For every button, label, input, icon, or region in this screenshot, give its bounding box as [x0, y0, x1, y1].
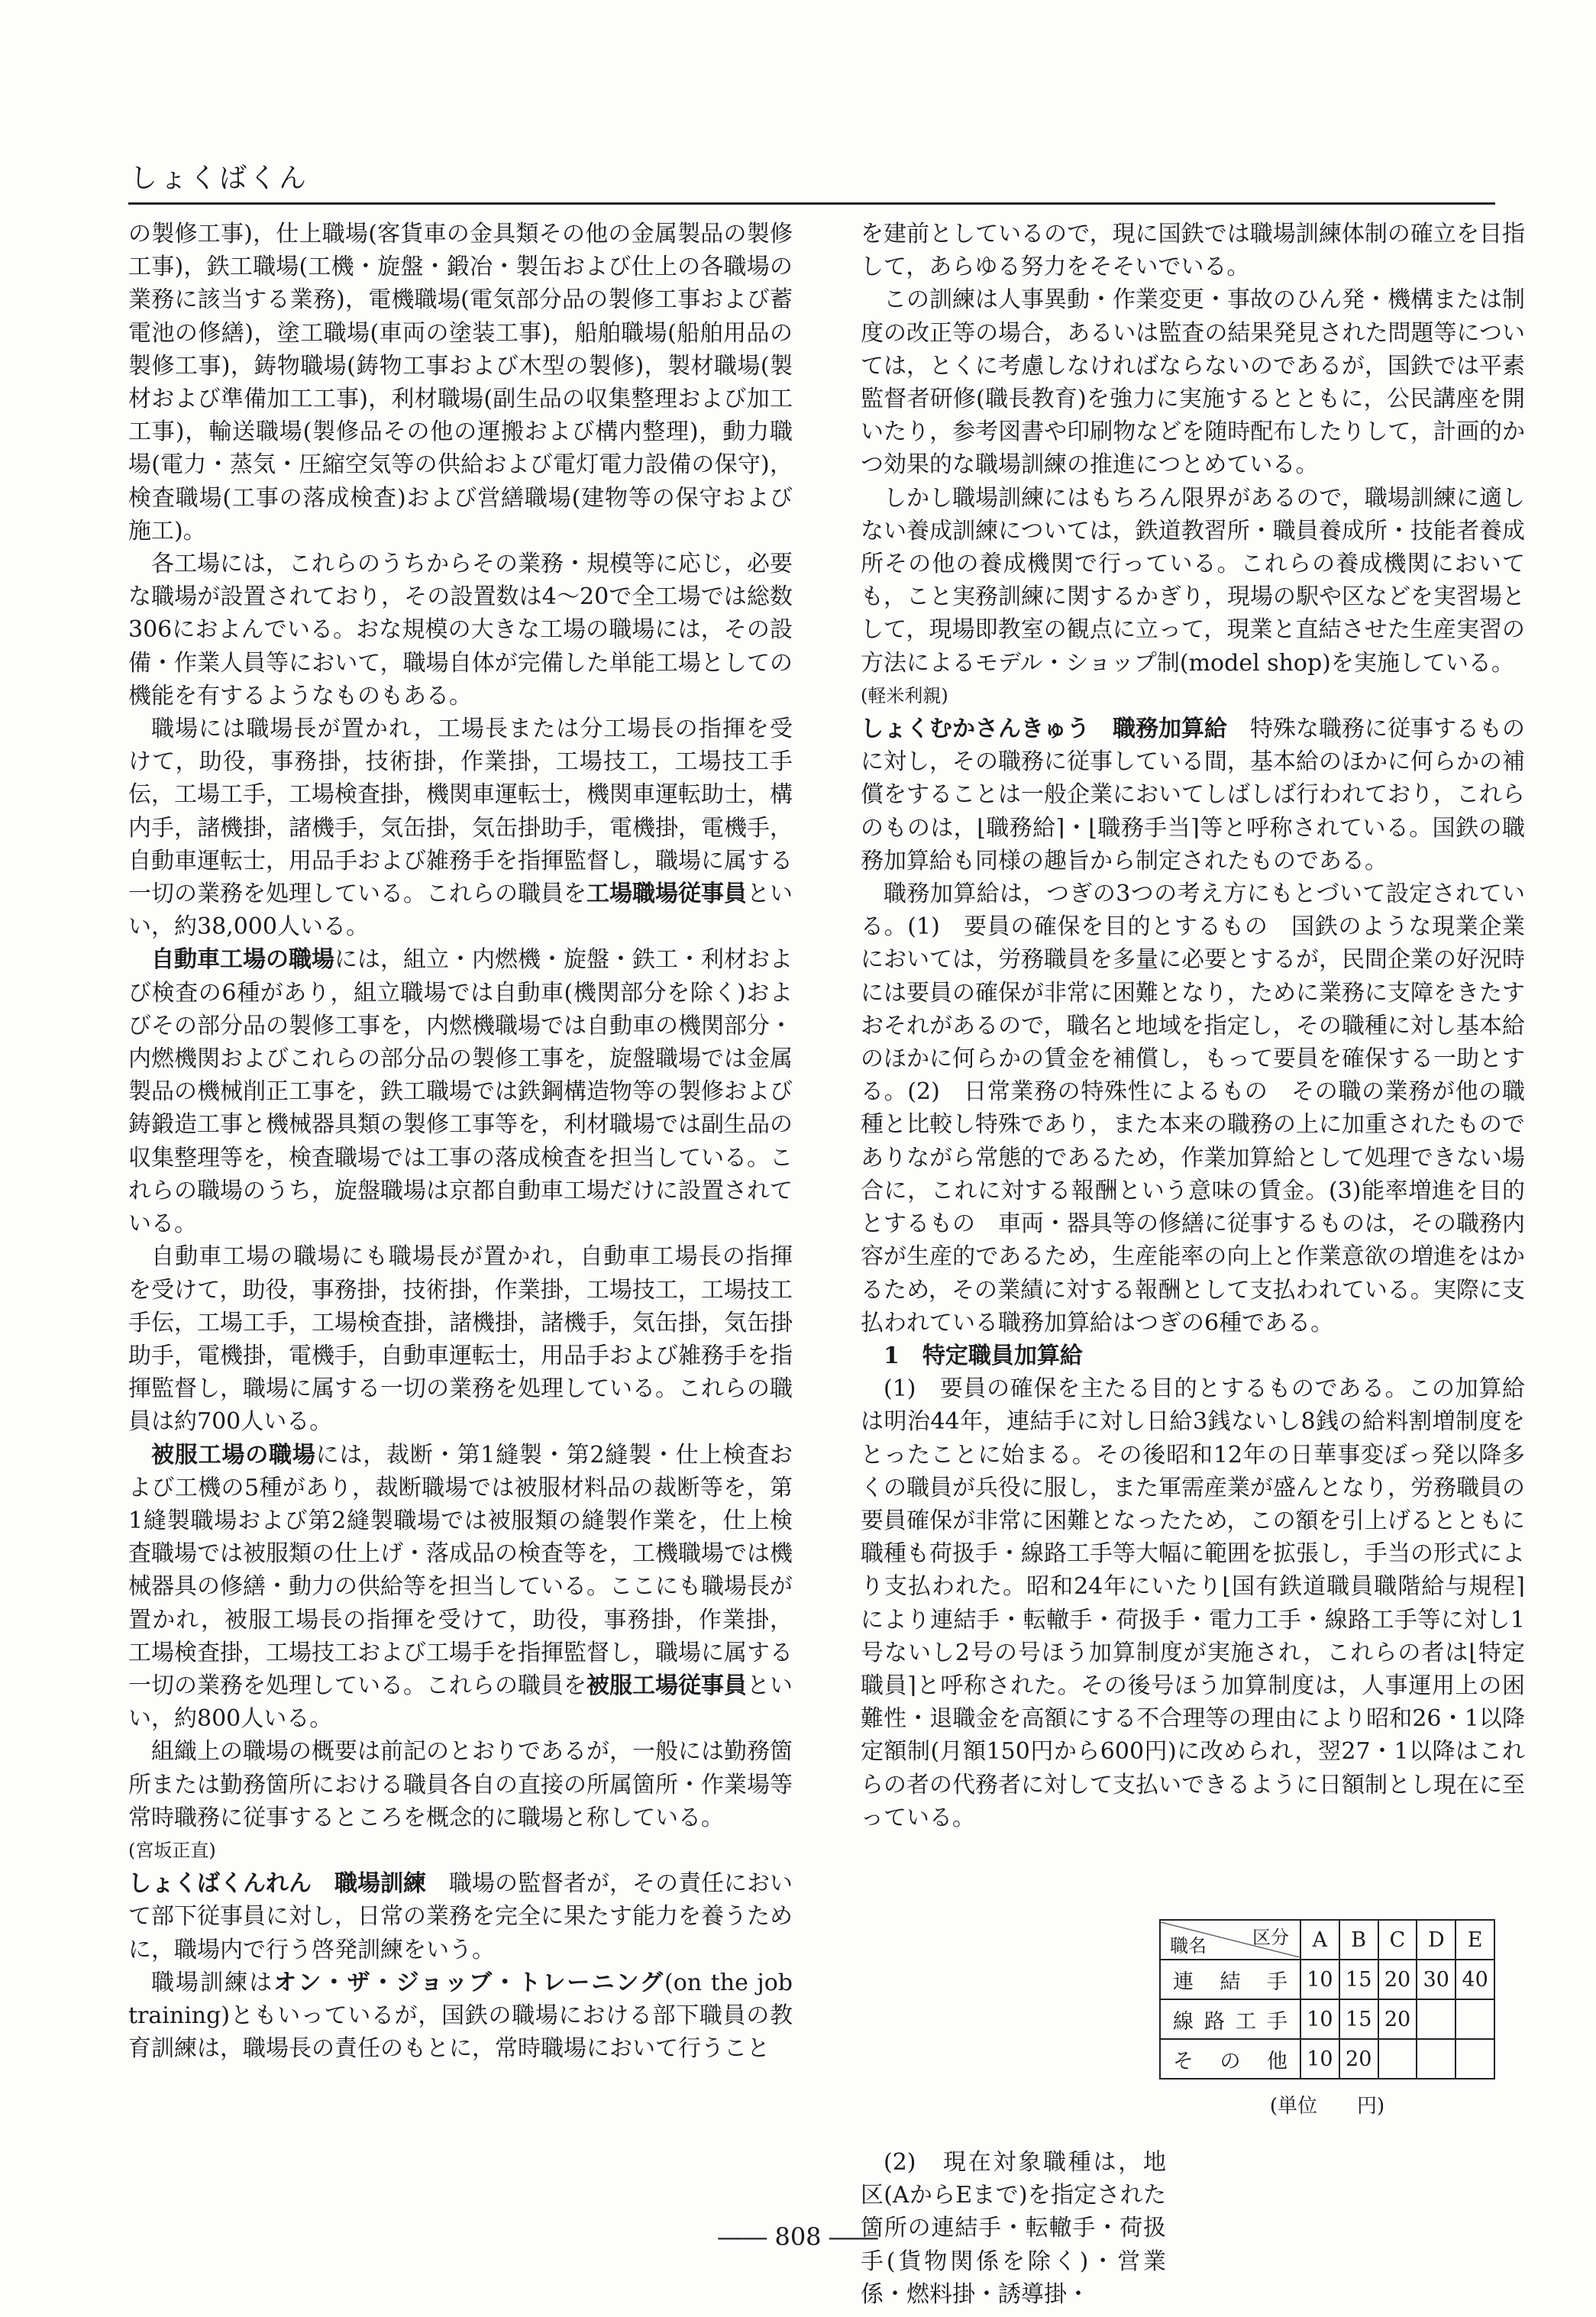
table-cell: 15 [1339, 1999, 1378, 2039]
paragraph: しかし職場訓練にはもちろん限界があるので，職場訓練に適しない養成訓練については，鉄道教習所・職員養成所・技能者養成所その他の養成機関で行っている。これらの養成機関においても，こと実務訓練に関するかぎり，現場の駅や区などを実習場として，現場即教室の観点に立って，現業と直結させた生産実習の方法によるモデル・ショップ制(model shop)を実施している。 [861, 484, 1525, 677]
text: 職場の監督者が，その責任において部下従事員に対し，日常の業務を完全に果たす能力を養うために，職場内で行う啓発訓練をいう。 [128, 1870, 793, 1963]
paragraph: 自動車工場の職場にも職場長が置かれ，自動車工場長の指揮を受けて，助役，事務掛，技術掛，作業掛，工場技工，工場技工手伝，工場工手，工場検査掛，諸機掛，諸機手，気缶掛，気缶掛助手，電機掛，電機手，自動車運転士，用品手および雑務手を指揮監督し，職場に属する一切の業務を処理している。これらの職員は約700人いる。 [128, 1243, 793, 1436]
term: 自動車工場の職場 [151, 946, 334, 974]
table-cell [1455, 1999, 1494, 2039]
table-cell: 10 [1300, 2039, 1339, 2079]
paragraph: の製修工事)，仕上職場(客貨車の金具類その他の金属製品の製修工事)，鉄工職場(工機・旋盤・鍛冶・製缶および仕上の各職場の業務に該当する業務)，電機職場(電気部分品の製修工事および蓄電池の修繕)，塗工職場(車両の塗装工事)，船舶職場(船舶用品の製修工事)，鋳物職場(鋳物工事および木型の製修)，製材職場(製材および準備加工工事)，利材職場(副生品の収集整理および加工工事)，輸送職場(製修品その他の運搬および構内整理)，動力職場(電力・蒸気・圧縮空気等の供給および電灯電力設備の保守)，検査職場(工事の落成検査)および営繕職場(建物等の保守および施工)。 [128, 221, 793, 545]
page-number: ―― 808 ―― [718, 2222, 878, 2251]
term: オン・ザ・ジョッブ・トレーニング [273, 1969, 665, 1996]
paragraph: 組織上の職場の概要は前記のとおりであるが，一般には勤務箇所または勤務箇所における職員各自の直接の所属箇所・作業場等常時職務に従事するところを概念的に職場と称している。 [128, 1738, 793, 1831]
table-cell: 20 [1378, 1999, 1417, 2039]
table-cell: 15 [1339, 1960, 1378, 1999]
paragraph: (1) 要員の確保を主たる目的とするものである。この加算給は明治44年，連結手に対し日給3銭ないし8銭の給料割増制度をとったことに始まる。その後昭和12年の日華事変ぼっ発以降多くの職員が兵役に服し，また軍需産業が盛んとなり，労務職員の要員確保が非常に困難となったため，この額を引上げるとともに職種も荷扱手・線路工手等大幅に範囲を拡張し，手当の形式により支払われた。昭和24年にいたり⌊国有鉄道職員職階給与規程⌉により連結手・転轍手・荷扱手・電力工手・線路工手等に対し1号ないし2号の号ほう加算制度が実施され，これらの者は⌊特定職員⌉と呼称された。その後号ほう加算制度は，人事運用上の困難性・退職金を高額にする不合理等の理由により昭和26・1以降定額制(月額150円から600円)に改められ，翌27・1以降はこれらの者の代務者に対して支払いできるように日額制とし現在に至っている。 [861, 1375, 1525, 1831]
paragraph: (2) 現在対象職種は，地区(AからEまで)を指定された箇所の連結手・転轍手・荷扱手(貨物関係を除く)・営業係・燃料掛・誘導掛・ [861, 2149, 1166, 2308]
text: 職場には職場長が置かれ，工場長または分工場長の指揮を受けて，助役，事務掛，技術掛，作業掛，工場技工，工場技工手伝，工場工手，工場検査掛，機関車運転士，機関車運転助士，構内手，諸機掛，諸機手，気缶掛，気缶掛助手，電機掛，電機手，自動車運転士，用品手および雑務手を指揮監督し，職場に属する一切の業務を処理している。これらの職員を [128, 716, 793, 908]
table-cell [1417, 1999, 1455, 2039]
allowance-table-block [1159, 1919, 1495, 2118]
entry-heading: しょくむかさんきゅう 職務加算給 [861, 716, 1227, 743]
allowance-table [1159, 1919, 1495, 2079]
corner-top-label: 区分 [1252, 1927, 1289, 1948]
entry [861, 713, 1525, 877]
table-cell: 30 [1417, 1960, 1455, 1999]
paragraph: この訓練は人事異動・作業変更・事故のひん発・機構または制度の改正等の場合，あるいは監査の結果発見された問題等については，とくに考慮しなければならないのであるが，国鉄では平素監督者研修(職長教育)を強力に実施するとともに，公民講座を開いたり，参考図書や印刷物などを随時配布したりして，計画的かつ効果的な職場訓練の推進につとめている。 [861, 286, 1525, 479]
table-header-row [1160, 1920, 1494, 1960]
table-cell: 20 [1339, 2039, 1378, 2079]
paragraph [128, 1966, 793, 2066]
table-cell [1455, 2039, 1494, 2079]
author-signature: (軽米利親) [861, 684, 948, 706]
term: 被服工場の職場 [151, 1441, 316, 1469]
paragraph: 職務加算給は，つぎの3つの考え方にもとづいて設定されている。(1) 要員の確保を目的とするもの 国鉄のような現業企業においては，労務職員を多量に必要とするが，民間企業の好況時には要員の確保が非常に困難となり，ために業務に支障をきたすおそれがあるので，職名と地域を指定し，その職種に対し基本給のほかに何らかの賃金を補償し，もって要員を確保する一助とする。(2) 日常業務の特殊性によるもの その職の業務が他の職種と比較し特殊であり，また本来の職務の上に加重されたものでありながら常態的であるため，作業加算給として処理できない場合に，これに対する報酬という意味の賃金。(3)能率増進を目的とするもの 車両・器具等の修繕に従事するものは，その職務内容が生産的であるため，生産能率の向上と作業意欲の増進をはかるため，その業績に対する報酬として支払われている。実際に支払われている職務加算給はつぎの6種である。 [861, 881, 1525, 1336]
col-header: D [1417, 1920, 1455, 1960]
left-column [128, 218, 793, 2065]
text: (on the job training)ともいっているが，国鉄の職場における部下職員の教育訓練は，職場長の責任のもとに，常時職場において行うこと [128, 1969, 793, 2063]
table-cell: 40 [1455, 1960, 1494, 1999]
corner-bottom-label: 職名 [1170, 1935, 1207, 1957]
paragraph: 各工場には，これらのうちからその業務・規模等に応じ，必要な職場が設置されており，その設置数は4～20で全工場では総数306におよんでいる。おな規模の大きな工場の職場には，その設備・作業人員等において，職場自体が完備した単能工場としての機能を有するようなものもある。 [128, 551, 793, 709]
row-header: 線路工手 [1160, 1999, 1300, 2039]
text: 特殊な職務に従事するものに対し，その職務に従事している間，基本給のほかに何らかの補償をすることは一般企業においてしばしば行われており，これらのものは，⌊職務給⌉・⌊職務手当⌉等と呼称されている。国鉄の職務加算給も同様の趣旨から制定されたものである。 [861, 716, 1525, 874]
row-header: 連結手 [1160, 1960, 1300, 1999]
table-cell [1417, 2039, 1455, 2079]
text: 職場訓練は [151, 1969, 274, 1996]
author-signature: (宮坂正直) [128, 1839, 216, 1861]
entry-heading: しょくばくんれん 職場訓練 [128, 1870, 426, 1898]
header-rule [128, 202, 1495, 205]
table-row [1160, 1960, 1494, 1999]
term: 被服工場従事員 [586, 1672, 747, 1699]
table-corner [1160, 1920, 1300, 1960]
paragraph: を建前としているので，現に国鉄では職場訓練体制の確立を目指して，あらゆる努力をそそいでいる。 [861, 221, 1525, 281]
table-cell: 10 [1300, 1999, 1339, 2039]
paragraph [128, 713, 793, 943]
paragraph [128, 1439, 793, 1736]
table-unit-note: (単位 円) [1269, 2095, 1385, 2118]
table-cell [1378, 2039, 1417, 2079]
row-header: その他 [1160, 2039, 1300, 2079]
right-column [861, 218, 1525, 1834]
col-header: C [1378, 1920, 1417, 1960]
col-header: E [1455, 1920, 1494, 1960]
entry [128, 1867, 793, 1966]
text: といい，約800人いる。 [128, 1672, 793, 1733]
page-header-title: しょくばくん [130, 163, 309, 194]
paragraph [128, 943, 793, 1240]
col-header: B [1339, 1920, 1378, 1960]
subheading: 1 特定職員加算給 [884, 1342, 1083, 1369]
table-cell: 20 [1378, 1960, 1417, 1999]
col-header: A [1300, 1920, 1339, 1960]
text: には，組立・内燃機・旋盤・鉄工・利材および検査の6種があり，組立職場では自動車(機関部分を除く)およびその部分品の製修工事を，内燃機職場では自動車の機関部分・内燃機関およびこれらの部分品の製修工事を，旋盤職場では金属製品の機械削正工事を，鉄工職場では鉄鋼構造物等の製修および鋳鍛造工事と機械器具類の製修工事等を，利材職場では副生品の収集整理等を，検査職場では工事の落成検査を担当している。これらの職場のうち，旋盤職場は京都自動車工場だけに設置されている。 [128, 946, 793, 1238]
term: 工場職場従事員 [586, 881, 747, 908]
text: といい，約38,000人いる。 [128, 881, 793, 941]
text: には，裁断・第1縫製・第2縫製・仕上検査および工機の5種があり，裁断職場では被服材料品の裁断等を，第1縫製職場および第2縫製職場では被服類の縫製作業を，仕上検査職場では被服類の仕上げ・落成品の検査等を，工機職場では機械器具の修繕・動力の供給等を担当している。ここにも職場長が置かれ，被服工場長の指揮を受けて，助役，事務掛，作業掛，工場検査掛，工場技工および工場手を指揮監督し，職場に属する一切の業務を処理している。これらの職員を [128, 1441, 793, 1699]
table-row [1160, 2039, 1494, 2079]
table-row [1160, 1999, 1494, 2039]
table-cell: 10 [1300, 1960, 1339, 1999]
